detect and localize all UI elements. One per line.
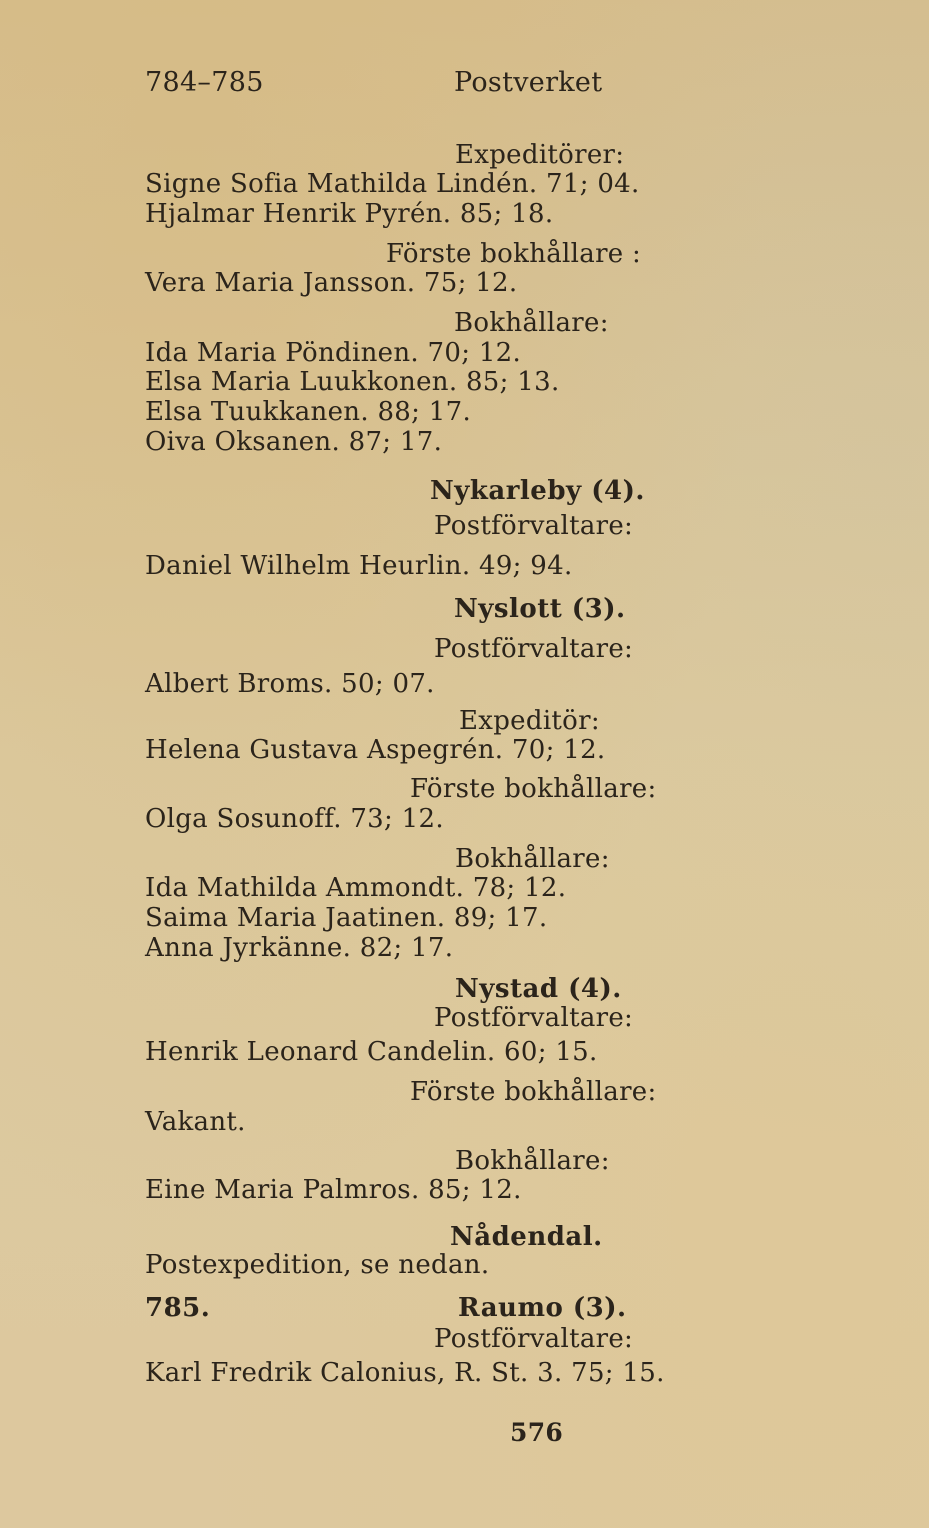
place-heading: Nykarleby (4). [430,476,645,506]
entry-line: Albert Broms. 50; 07. [145,669,435,699]
entry-line: Saima Maria Jaatinen. 89; 17. [145,903,548,933]
place-heading: Nådendal. [450,1222,603,1252]
entry-line: Anna Jyrkänne. 82; 17. [145,933,454,963]
entry-line: Signe Sofia Mathilda Lindén. 71; 04. [145,169,640,199]
place-heading: Nystad (4). [455,974,622,1004]
entry-line: Vera Maria Jansson. 75; 12. [145,268,518,298]
entry-line: Oiva Oksanen. 87; 17. [145,427,443,457]
place-heading: Nyslott (3). [454,594,626,624]
entry-line: Helena Gustava Aspegrén. 70; 12. [145,735,606,765]
page-range: 784–785 [145,67,264,98]
page-number: 576 [510,1418,564,1447]
role-heading: Förste bokhållare : [386,239,642,269]
entry-line: Eine Maria Palmros. 85; 12. [145,1175,522,1205]
role-heading: Förste bokhållare: [410,774,657,804]
entry-line: Vakant. [145,1107,246,1137]
entry-line: Karl Fredrik Calonius, R. St. 3. 75; 15. [145,1358,665,1388]
entry-line: Ida Maria Pöndinen. 70; 12. [145,338,522,368]
entry-line: Olga Sosunoff. 73; 12. [145,804,444,834]
entry-line: Elsa Maria Luukkonen. 85; 13. [145,367,560,397]
role-heading: Postförvaltare: [434,1324,634,1354]
role-heading: Expeditörer: [455,140,625,170]
role-heading: Bokhållare: [455,844,610,874]
role-heading: Expeditör: [459,706,600,736]
entry-line: Elsa Tuukkanen. 88; 17. [145,397,472,427]
entry-line: Ida Mathilda Ammondt. 78; 12. [145,873,567,903]
role-heading: Postförvaltare: [434,634,634,664]
entry-line: Hjalmar Henrik Pyrén. 85; 18. [145,199,554,229]
section-number: 785. [145,1293,211,1323]
role-heading: Postförvaltare: [434,511,634,541]
role-heading: Bokhållare: [454,308,609,338]
running-title: Postverket [454,67,603,98]
entry-line: Daniel Wilhelm Heurlin. 49; 94. [145,551,573,581]
role-heading: Förste bokhållare: [410,1077,657,1107]
place-heading: Raumo (3). [458,1293,627,1323]
entry-line: Henrik Leonard Candelin. 60; 15. [145,1037,598,1067]
role-heading: Bokhållare: [455,1146,610,1176]
entry-line: Postexpedition, se nedan. [145,1250,490,1280]
role-heading: Postförvaltare: [434,1003,634,1033]
